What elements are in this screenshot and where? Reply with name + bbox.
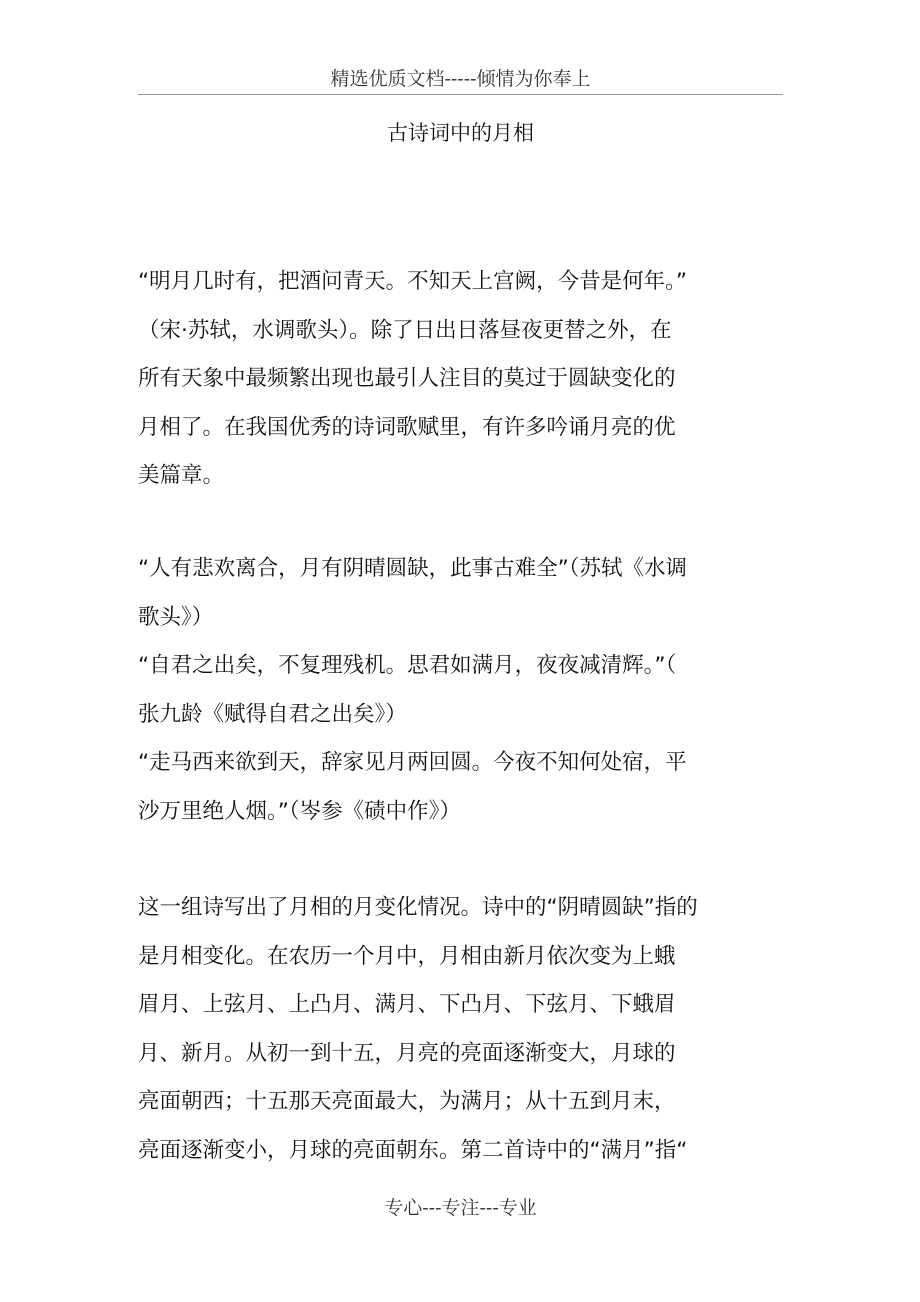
page-header: 精选优质文档-----倾情为你奉上 [330,68,591,90]
paragraph-line: 月、新月。从初一到十五，月亮的亮面逐渐变大，月球的 [138,1040,676,1066]
paragraph-poems [138,545,788,836]
paragraph-line: 所有天象中最频繁出现也最引人注目的莫过于圆缺变化的 [138,366,676,391]
poem-line: 沙万里绝人烟。”（岑参《碛中作》） [138,798,461,824]
document-title: 古诗词中的月相 [387,121,534,145]
paragraph-line: 是月相变化。在农历一个月中，月相由新月依次变为上蛾 [138,943,676,969]
paragraph-line: 亮面朝西；十五那天亮面最大，为满月；从十五到月末， [138,1089,676,1114]
paragraph-line: 美篇章。 [138,463,225,488]
poem-line: “人有悲欢离合，月有阴晴圆缺，此事古难全”（苏轼《水调 [138,556,688,581]
paragraph-line: 亮面逐渐变小，月球的亮面朝东。第二首诗中的“满月”指“ [138,1137,688,1163]
poem-line: “走马西来欲到天，辞家见月两回圆。今夜不知何处宿，平 [138,750,687,775]
paragraph-analysis [138,884,788,1175]
paragraph-line: “明月几时有，把酒问青天。不知天上宫阙，今昔是何年。” [138,269,688,294]
paragraph-line: 月相了。在我国优秀的诗词歌赋里，有许多吟诵月亮的优 [138,414,676,440]
poem-line: “自君之出矣，不复理残机。思君如满月，夜夜减清辉。”（ [138,653,677,678]
paragraph-line: 这一组诗写出了月相的月变化情况。诗中的“阴晴圆缺”指的 [138,895,698,920]
header-divider [138,94,783,95]
paragraph-line: 眉月、上弦月、上凸月、满月、下凸月、下弦月、下蛾眉 [138,992,676,1017]
poem-line: 歌头》） [138,604,214,630]
page-footer: 专心---专注---专业 [384,1197,537,1219]
poem-line: 张九龄《赋得自君之出矣》） [138,701,407,727]
paragraph-line: （宋·苏轼，水调歌头）。除了日出日落昼夜更替之外，在 [138,317,672,343]
paragraph-intro [138,258,788,501]
